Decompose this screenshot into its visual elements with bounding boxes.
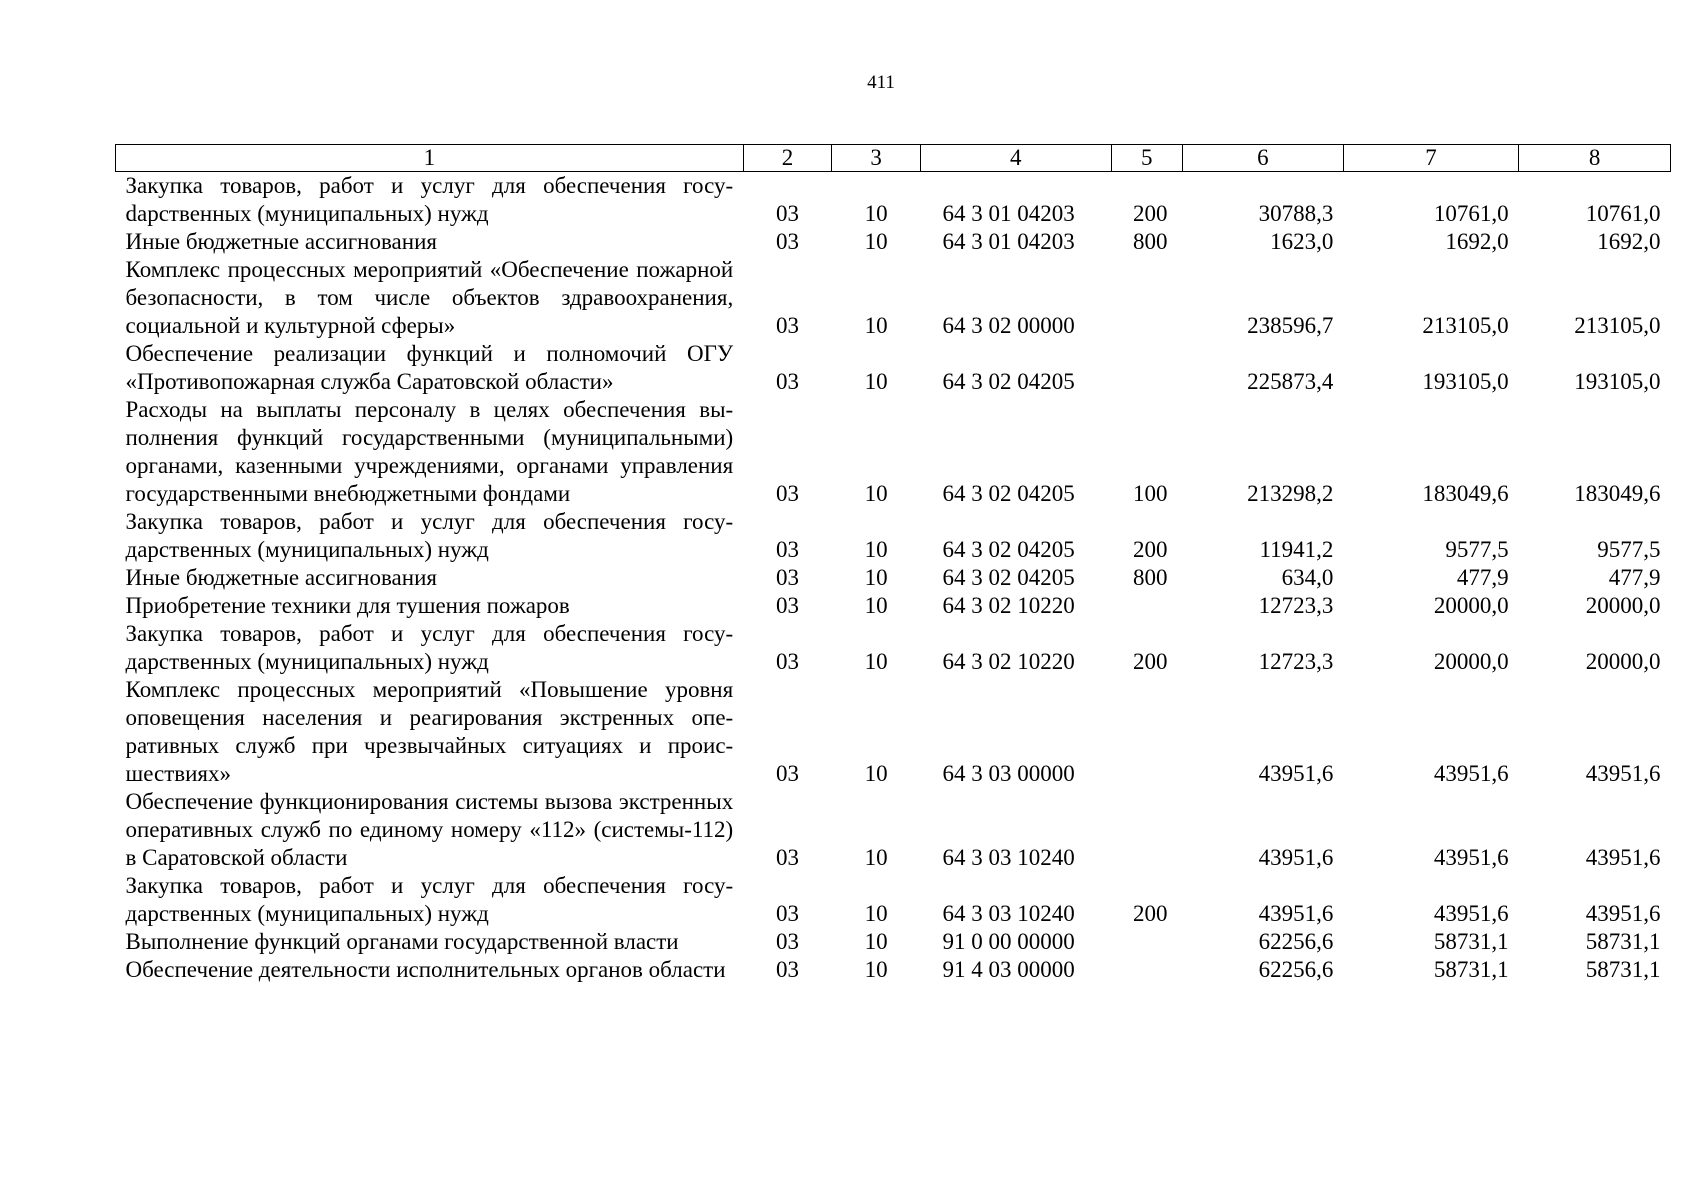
amount-col-6: 213298,2: [1247, 481, 1334, 506]
row-name: Обеспечение функционирования системы вызова экстренных оперативных служб по единому номеру «112» (системы-112) в Саратовской области: [125, 789, 734, 870]
table-row: [116, 340, 1671, 396]
table-row: [116, 256, 1671, 340]
column-number-header: [116, 145, 1671, 172]
amount-col-6: 12723,3: [1258, 593, 1334, 618]
row-name: Закупка товаров, работ и услуг для обеспечения государственных (муниципальных) нужд: [125, 621, 734, 674]
target-article-code: 91 0 00 00000: [942, 929, 1075, 954]
amount-col-8: 58731,1: [1585, 957, 1661, 982]
amount-col-7: 477,9: [1456, 565, 1509, 590]
subsection-code: 10: [864, 929, 888, 954]
table-row: [116, 396, 1671, 508]
amount-col-8: 20000,0: [1585, 649, 1661, 674]
row-name: Комплекс процессных мероприятий «Обеспечение пожарной безопасности, в том числе объектов здравоохранения, социальной и культурной сферы»: [125, 257, 734, 338]
amount-col-6: 12723,3: [1258, 649, 1334, 674]
target-article-code: 64 3 02 04205: [942, 537, 1075, 562]
column-header-6: 6: [1182, 145, 1343, 172]
table-row: [116, 956, 1671, 984]
expense-type-code: 100: [1133, 481, 1168, 506]
amount-col-6: 634,0: [1281, 565, 1334, 590]
column-header-1: 1: [116, 145, 744, 172]
row-name: Комплекс процессных мероприятий «Повышение уровня оповещения населения и реагирования экстренных оперативных служб при чрезвычайных ситуациях и происшествиях»: [125, 677, 734, 786]
expense-type-code: [1111, 928, 1182, 956]
amount-col-7: 9577,5: [1445, 537, 1509, 562]
table-row: [116, 872, 1671, 928]
target-article-code: 64 3 03 10240: [942, 845, 1075, 870]
section-code: 03: [776, 761, 800, 786]
table-row: [116, 508, 1671, 564]
amount-col-7: 10761,0: [1433, 201, 1509, 226]
amount-col-7: 20000,0: [1433, 649, 1509, 674]
target-article-code: 91 4 03 00000: [942, 957, 1075, 982]
expense-type-code: 200: [1133, 901, 1168, 926]
section-code: 03: [776, 929, 800, 954]
amount-col-7: 58731,1: [1433, 957, 1509, 982]
amount-col-7: 1692,0: [1445, 229, 1509, 254]
row-name: Расходы на выплаты персоналу в целях обеспечения выполнения функций государственными (муниципальными) органами, казенными учреждениями, органами управления государственными внебюджетными фондами: [125, 397, 734, 506]
amount-col-8: 20000,0: [1585, 593, 1661, 618]
amount-col-8: 10761,0: [1585, 201, 1661, 226]
section-code: 03: [776, 593, 800, 618]
target-article-code: 64 3 02 00000: [942, 313, 1075, 338]
amount-col-6: 43951,6: [1258, 901, 1334, 926]
target-article-code: 64 3 02 04205: [942, 369, 1075, 394]
expense-type-code: 800: [1133, 229, 1168, 254]
subsection-code: 10: [864, 565, 888, 590]
section-code: 03: [776, 957, 800, 982]
subsection-code: 10: [864, 901, 888, 926]
subsection-code: 10: [864, 537, 888, 562]
row-name: Обеспечение реализации функций и полномочий ОГУ «Противопожарная служба Саратовской области»: [125, 341, 734, 394]
section-code: 03: [776, 901, 800, 926]
column-header-5: 5: [1111, 145, 1182, 172]
section-code: 03: [776, 201, 800, 226]
target-article-code: 64 3 01 04203: [942, 229, 1075, 254]
row-name: Приобретение техники для тушения пожаров: [125, 593, 570, 618]
section-code: 03: [776, 229, 800, 254]
amount-col-6: 11941,2: [1259, 537, 1334, 562]
amount-col-6: 30788,3: [1258, 201, 1334, 226]
column-header-8: 8: [1519, 145, 1671, 172]
amount-col-8: 43951,6: [1585, 845, 1661, 870]
amount-col-6: 43951,6: [1258, 845, 1334, 870]
amount-col-8: 213105,0: [1574, 313, 1661, 338]
table-row: [116, 620, 1671, 676]
subsection-code: 10: [864, 593, 888, 618]
subsection-code: 10: [864, 229, 888, 254]
section-code: 03: [776, 649, 800, 674]
target-article-code: 64 3 02 10220: [942, 593, 1075, 618]
subsection-code: 10: [864, 845, 888, 870]
subsection-code: 10: [864, 761, 888, 786]
amount-col-6: 62256,6: [1258, 929, 1334, 954]
table-row: [116, 788, 1671, 872]
row-name: Обеспечение деятельности исполнительных органов области: [125, 957, 726, 982]
expense-type-code: 200: [1133, 201, 1168, 226]
amount-col-8: 43951,6: [1585, 901, 1661, 926]
column-header-3: 3: [832, 145, 921, 172]
column-header-4: 4: [920, 145, 1111, 172]
target-article-code: 64 3 02 10220: [942, 649, 1075, 674]
amount-col-8: 477,9: [1608, 565, 1661, 590]
section-code: 03: [776, 845, 800, 870]
target-article-code: 64 3 02 04205: [942, 565, 1075, 590]
table-row: [116, 928, 1671, 956]
subsection-code: 10: [864, 481, 888, 506]
amount-col-7: 43951,6: [1433, 901, 1509, 926]
amount-col-8: 193105,0: [1574, 369, 1661, 394]
subsection-code: 10: [864, 649, 888, 674]
amount-col-6: 225873,4: [1247, 369, 1334, 394]
amount-col-6: 43951,6: [1258, 761, 1334, 786]
amount-col-6: 1623,0: [1270, 229, 1334, 254]
row-name: Закупка товаров, работ и услуг для обеспечения государственных (муниципальных) нужд: [125, 509, 734, 562]
expense-type-code: [1111, 956, 1182, 984]
amount-col-8: 43951,6: [1585, 761, 1661, 786]
target-article-code: 64 3 01 04203: [942, 201, 1075, 226]
amount-col-8: 183049,6: [1574, 481, 1661, 506]
expense-type-code: [1111, 340, 1182, 396]
budget-table: [115, 144, 1671, 984]
amount-col-6: 238596,7: [1247, 313, 1334, 338]
expense-type-code: 200: [1133, 537, 1168, 562]
row-name: Выполнение функций органами государственной власти: [125, 929, 679, 954]
target-article-code: 64 3 03 10240: [942, 901, 1075, 926]
section-code: 03: [776, 565, 800, 590]
subsection-code: 10: [864, 369, 888, 394]
section-code: 03: [776, 481, 800, 506]
expense-type-code: [1111, 676, 1182, 788]
target-article-code: 64 3 02 04205: [942, 481, 1075, 506]
amount-col-7: 183049,6: [1422, 481, 1509, 506]
section-code: 03: [776, 369, 800, 394]
table-row: [116, 592, 1671, 620]
row-name: Иные бюджетные ассигнования: [125, 565, 437, 590]
amount-col-7: 58731,1: [1433, 929, 1509, 954]
table-row: [116, 228, 1671, 256]
expense-type-code: 200: [1133, 649, 1168, 674]
expense-type-code: [1111, 592, 1182, 620]
amount-col-7: 43951,6: [1433, 761, 1509, 786]
amount-col-7: 193105,0: [1422, 369, 1509, 394]
page-number: 411: [867, 72, 895, 93]
subsection-code: 10: [864, 201, 888, 226]
table-row: [116, 676, 1671, 788]
amount-col-7: 20000,0: [1433, 593, 1509, 618]
row-name: Закупка товаров, работ и услуг для обеспечения государственных (муниципальных) нужд: [125, 873, 734, 926]
subsection-code: 10: [864, 313, 888, 338]
column-header-2: 2: [743, 145, 832, 172]
expense-type-code: 800: [1133, 565, 1168, 590]
table-body: [116, 172, 1671, 985]
table-row: [116, 172, 1671, 229]
expense-type-code: [1111, 788, 1182, 872]
subsection-code: 10: [864, 957, 888, 982]
amount-col-6: 62256,6: [1258, 957, 1334, 982]
amount-col-7: 213105,0: [1422, 313, 1509, 338]
section-code: 03: [776, 537, 800, 562]
expense-type-code: [1111, 256, 1182, 340]
target-article-code: 64 3 03 00000: [942, 761, 1075, 786]
section-code: 03: [776, 313, 800, 338]
row-name: Закупка товаров, работ и услуг для обеспечения госуdарственных (муниципальных) нужд: [125, 173, 734, 226]
column-header-7: 7: [1343, 145, 1518, 172]
row-name: Иные бюджетные ассигнования: [125, 229, 437, 254]
amount-col-7: 43951,6: [1433, 845, 1509, 870]
amount-col-8: 9577,5: [1597, 537, 1661, 562]
amount-col-8: 58731,1: [1585, 929, 1661, 954]
table-row: [116, 564, 1671, 592]
amount-col-8: 1692,0: [1597, 229, 1661, 254]
